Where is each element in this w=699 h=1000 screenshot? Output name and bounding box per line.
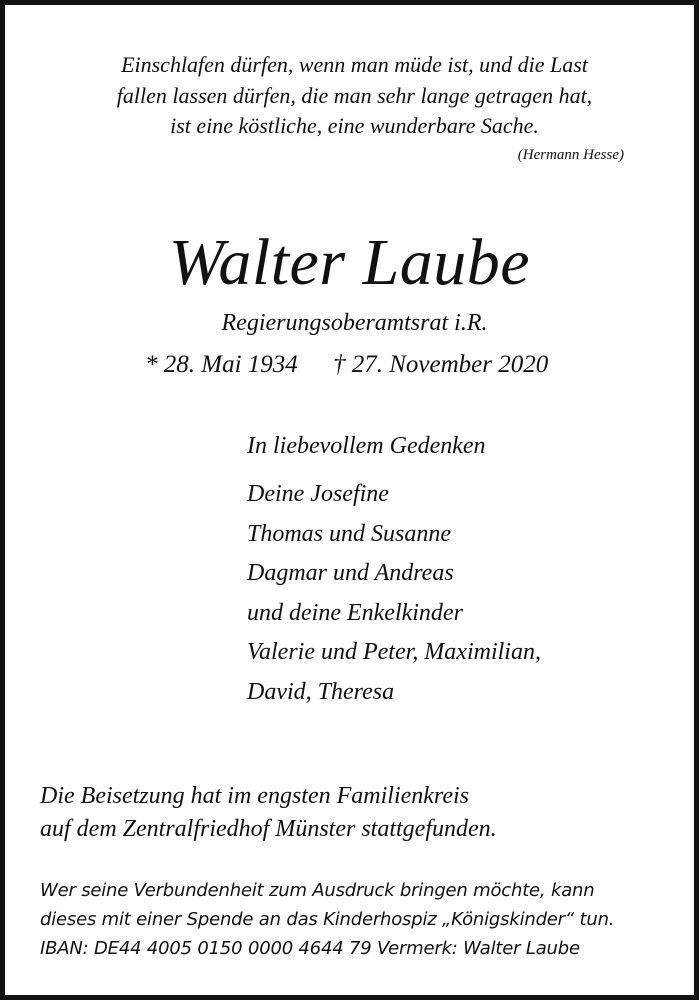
donation-iban-line: IBAN: DE44 4005 0150 0000 4644 79 Vermerk: Walter Laube bbox=[40, 938, 580, 959]
burial-notice bbox=[40, 780, 497, 846]
burial-line: Die Beisetzung hat im engsten Familienkreis bbox=[40, 783, 470, 809]
mourners-list bbox=[247, 428, 541, 712]
deceased-name: Walter Laube bbox=[168, 226, 531, 299]
donation-line: dieses mit einer Spende an das Kinderhospiz „Königskinder“ tun. bbox=[40, 909, 615, 930]
quote-author: (Hermann Hesse) bbox=[517, 147, 624, 163]
burial-line: auf dem Zentralfriedhof Münster stattgefunden. bbox=[40, 816, 497, 842]
donation-line: Wer seine Verbundenheit zum Ausdruck bringen möchte, kann bbox=[40, 880, 595, 901]
mourner-line: Dagmar und Andreas bbox=[247, 560, 454, 586]
mourner-line: David, Theresa bbox=[247, 678, 395, 705]
epigraph-quote bbox=[45, 50, 664, 142]
quote-line: ist eine köstliche, eine wunderbare Sache. bbox=[170, 113, 539, 138]
donation-notice bbox=[40, 876, 614, 963]
quote-line: fallen lassen dürfen, die man sehr lange getragen hat, bbox=[116, 82, 593, 108]
mourner-line: Thomas und Susanne bbox=[247, 520, 452, 547]
mourners-intro: In liebevollem Gedenken bbox=[247, 433, 486, 459]
quote-line: Einschlafen dürfen, wenn man müde ist, und die Last bbox=[121, 52, 588, 77]
death-date: † 27. November 2020 bbox=[333, 351, 549, 378]
birth-date: * 28. Mai 1934 bbox=[145, 351, 298, 378]
mourner-line: Valerie und Peter, Maximilian, bbox=[247, 639, 541, 665]
mourner-line: Deine Josefine bbox=[247, 481, 389, 507]
deceased-title: Regierungsoberamtsrat i.R. bbox=[221, 310, 488, 336]
mourner-line: und deine Enkelkinder bbox=[247, 599, 463, 626]
